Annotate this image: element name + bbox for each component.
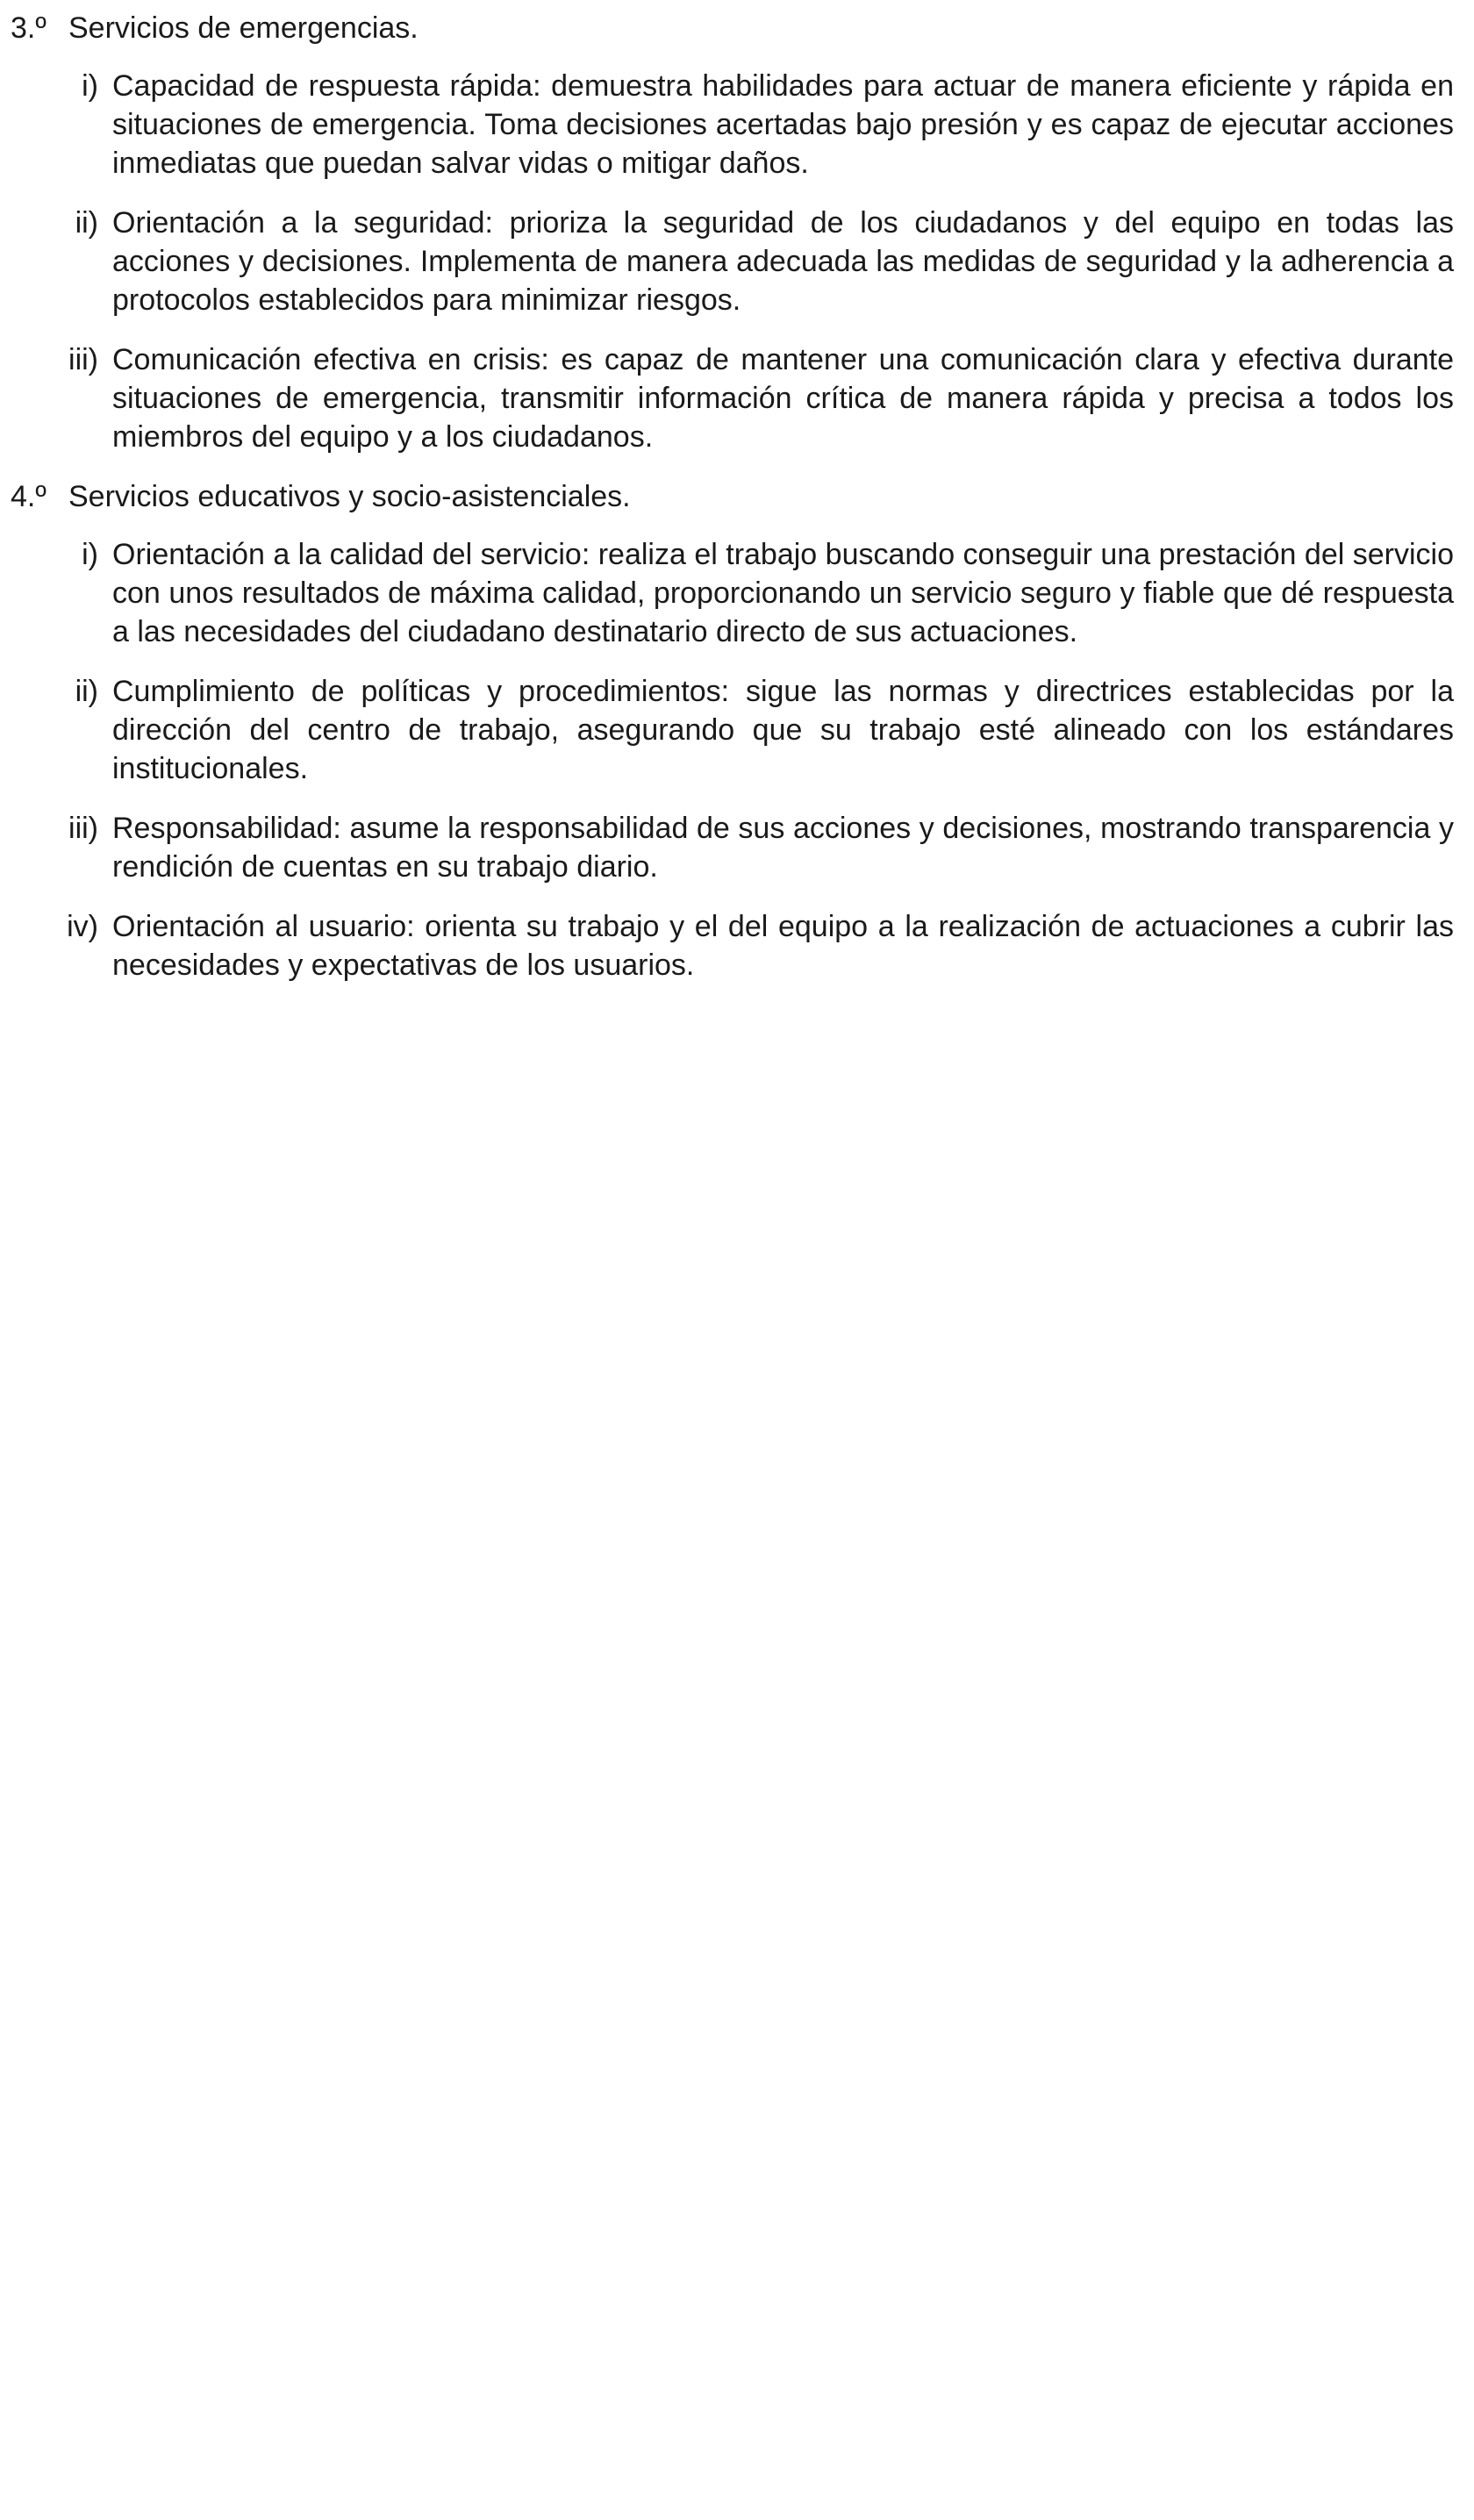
section-number: 4.º xyxy=(11,480,47,513)
item-label: ii) xyxy=(75,675,98,708)
item-label: i) xyxy=(82,69,98,103)
item-label: ii) xyxy=(75,206,98,240)
item-text: Orientación a la seguridad: prioriza la seguridad de los ciudadanos y del equipo en todas las acciones y decisiones. Implementa de manera adecuada las medidas de seguridad y la adherencia a protocolos establecidos para minimizar riesgos. xyxy=(112,206,1454,317)
list-item xyxy=(11,907,1454,984)
list-item xyxy=(11,340,1454,456)
list-item xyxy=(11,535,1454,651)
item-text: Comunicación efectiva en crisis: es capaz de mantener una comunicación clara y efectiva durante situaciones de emergencia, transmitir información crítica de manera rápida y precisa a todos los miembros del equipo y a los ciudadanos. xyxy=(112,343,1454,454)
item-text: Orientación al usuario: orienta su trabajo y el del equipo a la realización de actuaciones a cubrir las necesidades y expectativas de los usuarios. xyxy=(112,910,1454,982)
item-text: Capacidad de respuesta rápida: demuestra habilidades para actuar de manera eficiente y rápida en situaciones de emergencia. Toma decisiones acertadas bajo presión y es capaz de ejecutar acciones inmediatas que puedan salvar vidas o mitigar daños. xyxy=(112,69,1454,180)
section-heading xyxy=(11,477,1454,516)
list-item xyxy=(11,67,1454,183)
section-servicios-educativos xyxy=(11,477,1454,984)
section-number: 3.º xyxy=(11,11,47,45)
section-items xyxy=(11,67,1454,456)
item-label: i) xyxy=(82,538,98,571)
list-item xyxy=(11,809,1454,886)
item-text: Responsabilidad: asume la responsabilidad de sus acciones y decisiones, mostrando transparencia y rendición de cuentas en su trabajo diario. xyxy=(112,812,1454,884)
section-heading xyxy=(11,9,1454,47)
item-text: Cumplimiento de políticas y procedimientos: sigue las normas y directrices establecidas por la dirección del centro de trabajo, asegurando que su trabajo esté alineado con los estándares institucionales. xyxy=(112,675,1454,785)
section-servicios-emergencias xyxy=(11,9,1454,456)
section-items xyxy=(11,535,1454,984)
item-label: iii) xyxy=(68,343,98,376)
item-label: iii) xyxy=(68,812,98,845)
item-text: Orientación a la calidad del servicio: realiza el trabajo buscando conseguir una prestación del servicio con unos resultados de máxima calidad, proporcionando un servicio seguro y fiable que dé respuesta a las necesidades del ciudadano destinatario directo de sus actuaciones. xyxy=(112,538,1454,648)
section-title: Servicios de emergencias. xyxy=(68,11,419,45)
list-item xyxy=(11,672,1454,788)
list-item xyxy=(11,204,1454,319)
item-label: iv) xyxy=(67,910,98,943)
section-title: Servicios educativos y socio-asistenciales. xyxy=(68,480,631,513)
